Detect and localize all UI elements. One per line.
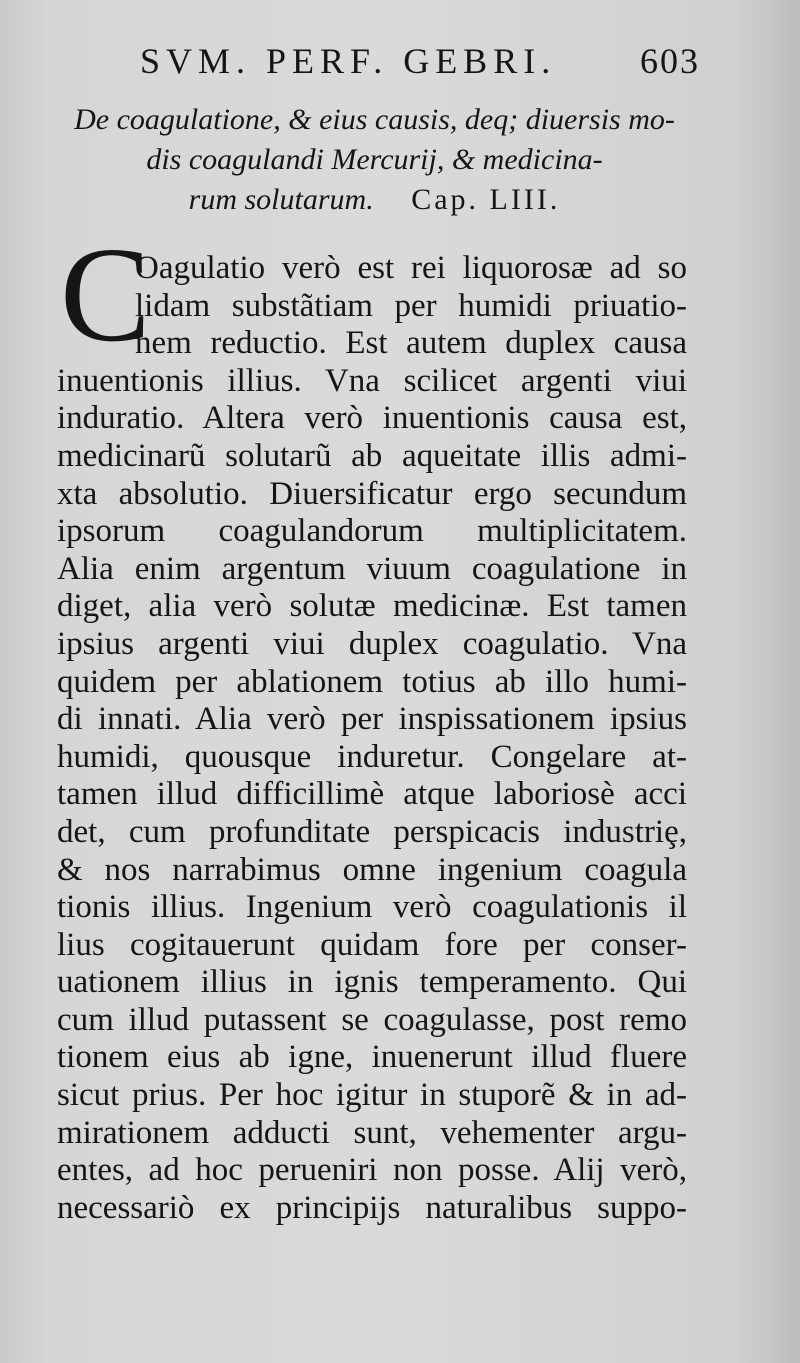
text-line: sicut prius. Per hoc igitur in stuporẽ & in ad-: [57, 1077, 687, 1114]
chapter-title-line: [62, 180, 687, 220]
text-line: xta absolutio. Diuersificatur ergo secundum: [57, 475, 687, 512]
text-line: det, cum profunditate perspicacis industriȩ,: [57, 813, 687, 850]
text-line: tionis illius. Ingenium verò coagulationis il: [57, 889, 687, 926]
chapter-title-line: dis coagulandi Mercurij, & medicina-: [146, 143, 603, 176]
text-line: lius cogitauerunt quidam fore per conser-: [57, 926, 687, 963]
text-line: necessariò ex principijs naturalibus suppo-: [57, 1189, 687, 1226]
show-through-text: ﾠ: [771, 81, 800, 116]
chapter-heading: [62, 100, 687, 220]
text-line: humidi, quousque induretur. Congelare at-: [57, 738, 687, 775]
text-line: inuentionis illius. Vna scilicet argenti viui: [57, 362, 687, 399]
chapter-title-line-end: rum solutarum.: [188, 183, 374, 216]
page-number: 603: [640, 41, 700, 81]
text-line: mirationem adducti sunt, vehementer argu-: [57, 1114, 687, 1151]
text-line: ipsorum coagulandorum multiplicitatem.: [57, 513, 687, 550]
text-line: quidem per ablationem totius ab illo humi-: [57, 663, 687, 700]
text-line: cum illud putassent se coagulasse, post remo: [57, 1001, 687, 1038]
text-line: entes, ad hoc perueniri non posse. Alij verò,: [57, 1152, 687, 1189]
body-text: [57, 250, 687, 1227]
running-head: [140, 40, 700, 82]
text-line: & nos narrabimus omne ingenium coagula: [57, 851, 687, 888]
text-line: induratio. Altera verò inuentionis causa est,: [57, 400, 687, 437]
text-line: Oagulatio verò est rei liquorosæ ad so: [135, 250, 687, 286]
text-line: Alia enim argentum viuum coagulatione in: [57, 550, 687, 587]
text-line: tionem eius ab igne, inuenerunt illud fluere: [57, 1039, 687, 1076]
chapter-number: Cap. LIII.: [411, 183, 561, 216]
drop-cap: C: [60, 220, 151, 370]
text-line: tamen illud difficillimè atque laboriosè acci: [57, 776, 687, 813]
chapter-title-line: De coagulatione, & eius causis, deq; diuersis mo-: [74, 103, 675, 136]
text-line: lidam substãtiam per humidi priuatio-: [135, 287, 687, 324]
text-line: uationem illius in ignis temperamento. Qui: [57, 964, 687, 1001]
text-line: ipsius argenti viui duplex coagulatio. Vna: [57, 625, 687, 662]
text-line: medicinarũ solutarũ ab aqueitate illis admi-: [57, 437, 687, 474]
text-line: di innati. Alia verò per inspissationem ipsius: [57, 701, 687, 738]
running-head-title: SVM. PERF. GEBRI.: [140, 41, 557, 81]
text-line: nem reductio. Est autem duplex causa: [135, 325, 687, 362]
text-line: diget, alia verò solutæ medicinæ. Est tamen: [57, 588, 687, 625]
